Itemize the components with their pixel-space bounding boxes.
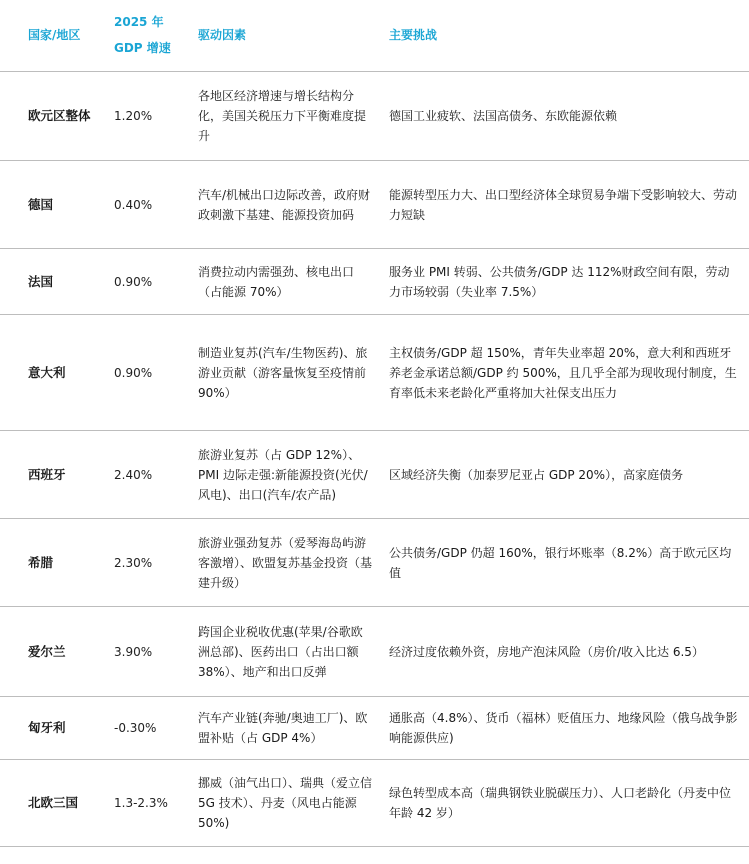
challenges-cell: 经济过度依赖外资，房地产泡沫风险（房价/收入比达 6.5） (381, 607, 749, 697)
table-row (0, 760, 749, 847)
drivers-cell: 挪威（油气出口）、瑞典（爱立信 5G 技术）、丹麦（风电占能源 50%) (190, 760, 381, 847)
challenges-cell: 主权债务/GDP 超 150%，青年失业率超 20%，意大利和西班牙养老金承诺总额/GDP 约 500%，且几乎全部为现收现付制度，生育率低未来老龄化严重将加大社保支出压力 (381, 315, 749, 431)
country-cell: 法国 (0, 249, 106, 315)
challenges-cell: 绿色转型成本高（瑞典钢铁业脱碳压力）、人口老龄化（丹麦中位年龄 42 岁） (381, 760, 749, 847)
gdp-cell: 2.30% (106, 519, 190, 607)
drivers-cell: 各地区经济增速与增长结构分化，美国关税压力下平衡难度提升 (190, 72, 381, 161)
header-gdp-year: 2025 年 (114, 15, 164, 29)
header-drivers: 驱动因素 (190, 0, 381, 72)
challenges-cell: 能源转型压力大、出口型经济体全球贸易争端下受影响较大、劳动力短缺 (381, 161, 749, 249)
table-row (0, 72, 749, 161)
challenges-cell: 区域经济失衡（加泰罗尼亚占 GDP 20%），高家庭债务 (381, 431, 749, 519)
header-challenges: 主要挑战 (381, 0, 749, 72)
country-cell: 爱尔兰 (0, 607, 106, 697)
country-cell: 德国 (0, 161, 106, 249)
challenges-cell: 服务业 PMI 转弱、公共债务/GDP 达 112%财政空间有限，劳动力市场较弱（失业率 7.5%） (381, 249, 749, 315)
header-gdp (106, 0, 190, 72)
gdp-cell: 1.20% (106, 72, 190, 161)
gdp-cell: 3.90% (106, 607, 190, 697)
gdp-cell: 0.90% (106, 249, 190, 315)
country-cell: 西班牙 (0, 431, 106, 519)
country-cell: 意大利 (0, 315, 106, 431)
table-row (0, 607, 749, 697)
drivers-cell: 制造业复苏(汽车/生物医药)、旅游业贡献（游客量恢复至疫情前 90%） (190, 315, 381, 431)
table-row (0, 315, 749, 431)
country-cell: 欧元区整体 (0, 72, 106, 161)
table-row (0, 519, 749, 607)
country-cell: 希腊 (0, 519, 106, 607)
gdp-cell: -0.30% (106, 697, 190, 760)
table-row (0, 161, 749, 249)
gdp-cell: 2.40% (106, 431, 190, 519)
header-country: 国家/地区 (0, 0, 106, 72)
drivers-cell: 汽车/机械出口边际改善，政府财政刺激下基建、能源投资加码 (190, 161, 381, 249)
challenges-cell: 德国工业疲软、法国高债务、东欧能源依赖 (381, 72, 749, 161)
table-header-row (0, 0, 749, 72)
challenges-cell: 公共债务/GDP 仍超 160%，银行坏账率（8.2%）高于欧元区均值 (381, 519, 749, 607)
table-row (0, 697, 749, 760)
challenges-cell: 通胀高（4.8%）、货币（福林）贬值压力、地缘风险（俄乌战争影响能源供应) (381, 697, 749, 760)
gdp-cell: 1.3-2.3% (106, 760, 190, 847)
drivers-cell: 旅游业复苏（占 GDP 12%）、PMI 边际走强:新能源投资(光伏/风电)、出口(汽车/农产品) (190, 431, 381, 519)
drivers-cell: 消费拉动内需强劲、核电出口（占能源 70%） (190, 249, 381, 315)
drivers-cell: 旅游业强劲复苏（爱琴海岛屿游客激增）、欧盟复苏基金投资（基建升级） (190, 519, 381, 607)
country-cell: 匈牙利 (0, 697, 106, 760)
country-cell: 北欧三国 (0, 760, 106, 847)
table-row (0, 431, 749, 519)
drivers-cell: 跨国企业税收优惠(苹果/谷歌欧洲总部)、医药出口（占出口额 38%）、地产和出口反弹 (190, 607, 381, 697)
table-row (0, 249, 749, 315)
gdp-cell: 0.90% (106, 315, 190, 431)
header-gdp-label: GDP 增速 (114, 41, 171, 55)
drivers-cell: 汽车产业链(奔驰/奥迪工厂)、欧盟补贴（占 GDP 4%） (190, 697, 381, 760)
gdp-cell: 0.40% (106, 161, 190, 249)
